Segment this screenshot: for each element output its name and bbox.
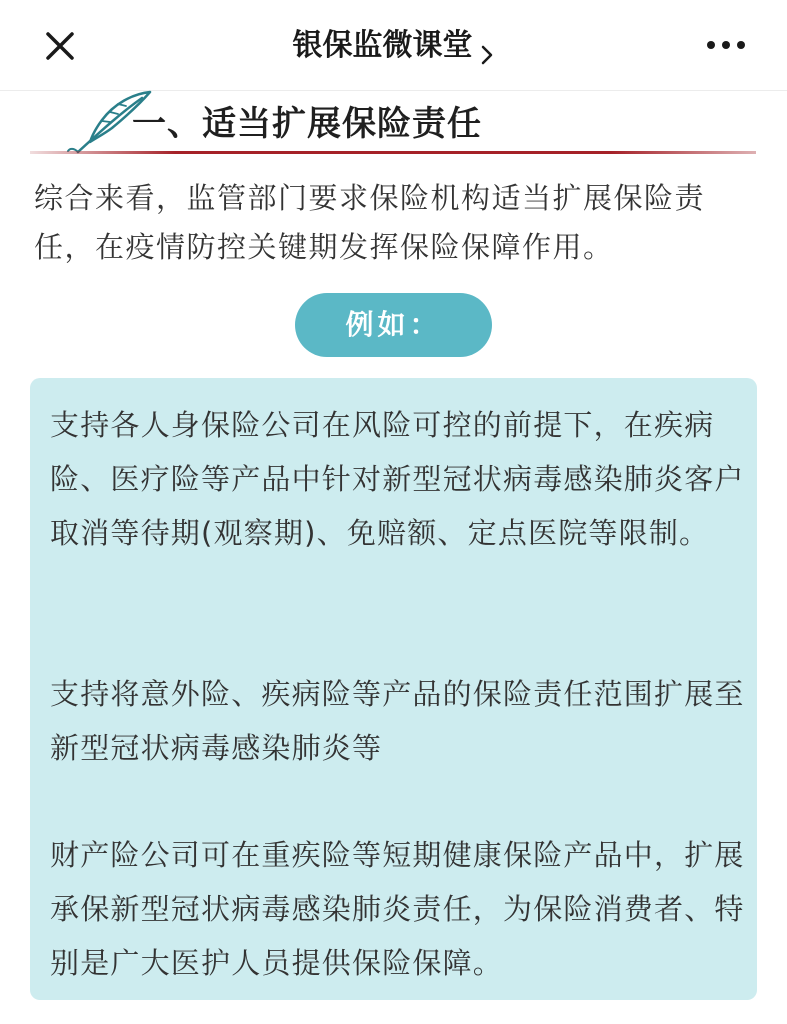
chevron-right-icon: [479, 35, 495, 57]
example-pill-label: 例如：: [295, 293, 492, 357]
more-icon[interactable]: [703, 30, 749, 60]
section-divider: [30, 151, 756, 154]
example-item: 支持将意外险、疾病险等产品的保险责任范围扩展至新型冠状病毒感染肺炎等: [50, 677, 745, 765]
section-title: 一、适当扩展保险责任: [132, 104, 482, 144]
account-name: 银保监微课堂: [292, 28, 473, 63]
example-item: 财产险公司可在重疾险等短期健康保险产品中，扩展承保新型冠状病毒感染肺炎责任，为保险消费者、特别是广大医护人员提供保险保障。: [50, 838, 745, 980]
nav-title-area: [0, 24, 787, 68]
account-name-link[interactable]: [293, 24, 495, 68]
top-navbar: [0, 0, 787, 91]
section-heading: [30, 90, 756, 156]
example-item: 支持各人身保险公司在风险可控的前提下，在疾病险、医疗险等产品中针对新型冠状病毒感染肺炎客户取消等待期(观察期)、免赔额、定点医院等限制。: [50, 408, 745, 550]
example-box: [30, 378, 757, 1000]
intro-paragraph: 综合来看，监管部门要求保险机构适当扩展保险责任，在疫情防控关键期发挥保险保障作用。: [34, 181, 706, 264]
